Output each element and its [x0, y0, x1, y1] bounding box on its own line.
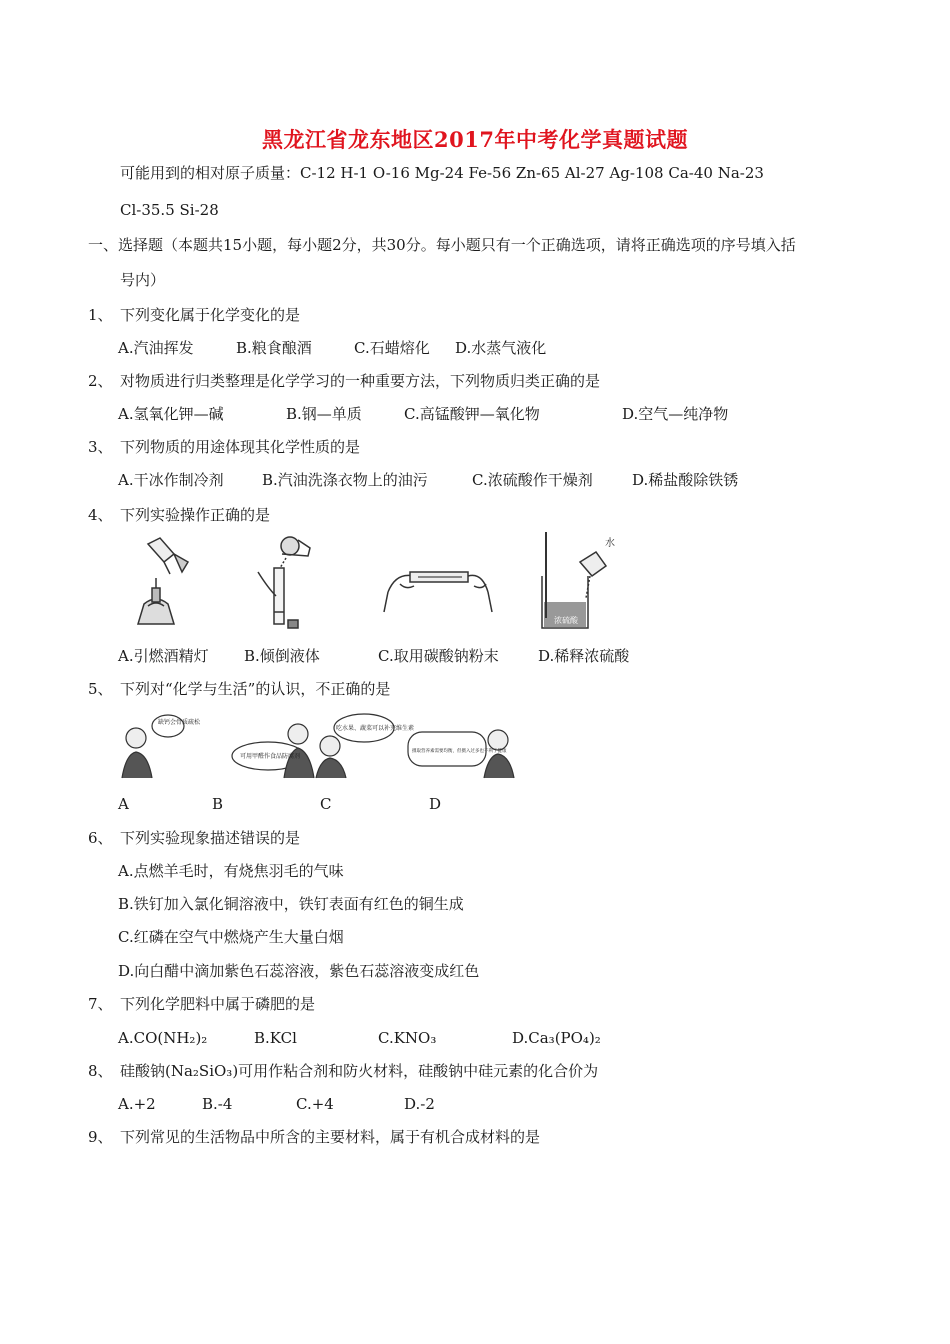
dilution-figure [542, 532, 606, 628]
powder-figure [384, 572, 492, 612]
question-stem: 对物质进行归类整理是化学学习的一种重要方法，下列物质归类正确的是 [120, 372, 601, 390]
question-stem: 下列变化属于化学变化的是 [120, 306, 301, 324]
section-heading-cont: 号内） [120, 271, 166, 289]
option-c: C.取用碳酸钠粉末 [378, 647, 499, 665]
option-c: C.KNO₃ [378, 1029, 437, 1047]
option-c: C.石蜡熔化 [354, 339, 430, 357]
atomic-masses-line2: Cl-35.5 Si-28 [120, 201, 219, 219]
option-a: A.点燃羊毛时，有烧焦羽毛的气味 [118, 862, 344, 880]
option-d: D.水蒸气液化 [455, 339, 547, 357]
question-number: 1、 [88, 306, 113, 324]
option-a: A.汽油挥发 [118, 339, 194, 357]
option-a: A [118, 795, 129, 813]
acid-label: 浓硫酸 [554, 616, 578, 625]
option-b: B.汽油洗涤衣物上的油污 [262, 471, 428, 489]
alcohol-lamp-figure [138, 538, 188, 624]
bubble-d-text: 摄取营养素需要均衡，但摄入过多也不利于健康 [412, 749, 507, 754]
question-number: 6、 [88, 829, 113, 847]
option-b: B.-4 [202, 1095, 233, 1113]
option-c: C.红磷在空气中燃烧产生大量白烟 [118, 928, 344, 946]
option-b: B.铁钉加入氯化铜溶液中，铁钉表面有红色的铜生成 [118, 895, 464, 913]
option-a: A.氢氧化钾—碱 [118, 405, 224, 423]
question-stem: 下列实验操作正确的是 [120, 506, 271, 524]
question-number: 5、 [88, 680, 113, 698]
option-b: B.钢—单质 [286, 405, 362, 423]
option-a: A.CO(NH₂)₂ [118, 1029, 208, 1047]
question-stem: 下列实验现象描述错误的是 [120, 829, 301, 847]
section-heading: 一、选择题（本题共15小题，每小题2分，共30分。每小题只有一个正确选项，请将正确选项的序号填入括 [88, 236, 796, 254]
option-c: C [320, 795, 332, 813]
option-a: A.引燃酒精灯 [118, 647, 209, 665]
question-number: 4、 [88, 506, 113, 524]
option-b: B.KCl [254, 1029, 297, 1047]
pouring-liquid-figure [258, 537, 310, 628]
option-c: C.高锰酸钾—氧化物 [404, 405, 540, 423]
option-d: D.稀盐酸除铁锈 [632, 471, 739, 489]
option-b: B.粮食酿酒 [236, 339, 312, 357]
question-stem: 下列常见的生活物品中所含的主要材料，属于有机合成材料的是 [120, 1128, 541, 1146]
question-stem: 下列物质的用途体现其化学性质的是 [120, 438, 361, 456]
option-d: D.Ca₃(PO₄)₂ [512, 1029, 601, 1047]
question-number: 7、 [88, 995, 113, 1013]
question-stem: 下列对“化学与生活”的认识，不正确的是 [120, 680, 391, 698]
option-d: D.空气—纯净物 [622, 405, 729, 423]
option-a: A.干冰作制冷剂 [118, 471, 224, 489]
option-b: B.倾倒液体 [244, 647, 320, 665]
option-b: B [212, 795, 224, 813]
option-a: A.+2 [118, 1095, 156, 1113]
question-number: 3、 [88, 438, 113, 456]
option-d: D [429, 795, 442, 813]
option-d: D.-2 [404, 1095, 435, 1113]
water-label: 水 [605, 538, 615, 549]
bubble-b-text: 可用甲醛作食品防腐剂 [240, 753, 301, 760]
chemistry-life-figure [118, 712, 518, 782]
question-stem: 硅酸钠(Na₂SiO₃)可用作粘合剂和防火材料，硅酸钠中硅元素的化合价为 [120, 1062, 599, 1080]
bubble-c-text: 吃水果、蔬菜可以补充维生素 [336, 725, 415, 732]
bubble-a-text: 缺钙会骨质疏松 [158, 719, 201, 726]
question-number: 8、 [88, 1062, 113, 1080]
option-c: C.+4 [296, 1095, 334, 1113]
lab-operations-figure [118, 532, 638, 640]
question-number: 2、 [88, 372, 113, 390]
option-d: D.稀释浓硫酸 [538, 647, 630, 665]
question-number: 9、 [88, 1128, 113, 1146]
question-stem: 下列化学肥料中属于磷肥的是 [120, 995, 316, 1013]
exam-title: 黑龙江省龙东地区2017年中考化学真题试题 [262, 127, 688, 152]
atomic-masses-line1: 可能用到的相对原子质量：C-12 H-1 O-16 Mg-24 Fe-56 Zn-65 Al-27 Ag-108 Ca-40 Na-23 [120, 164, 764, 182]
option-c: C.浓硫酸作干燥剂 [472, 471, 593, 489]
option-d: D.向白醋中滴加紫色石蕊溶液，紫色石蕊溶液变成红色 [118, 962, 480, 980]
